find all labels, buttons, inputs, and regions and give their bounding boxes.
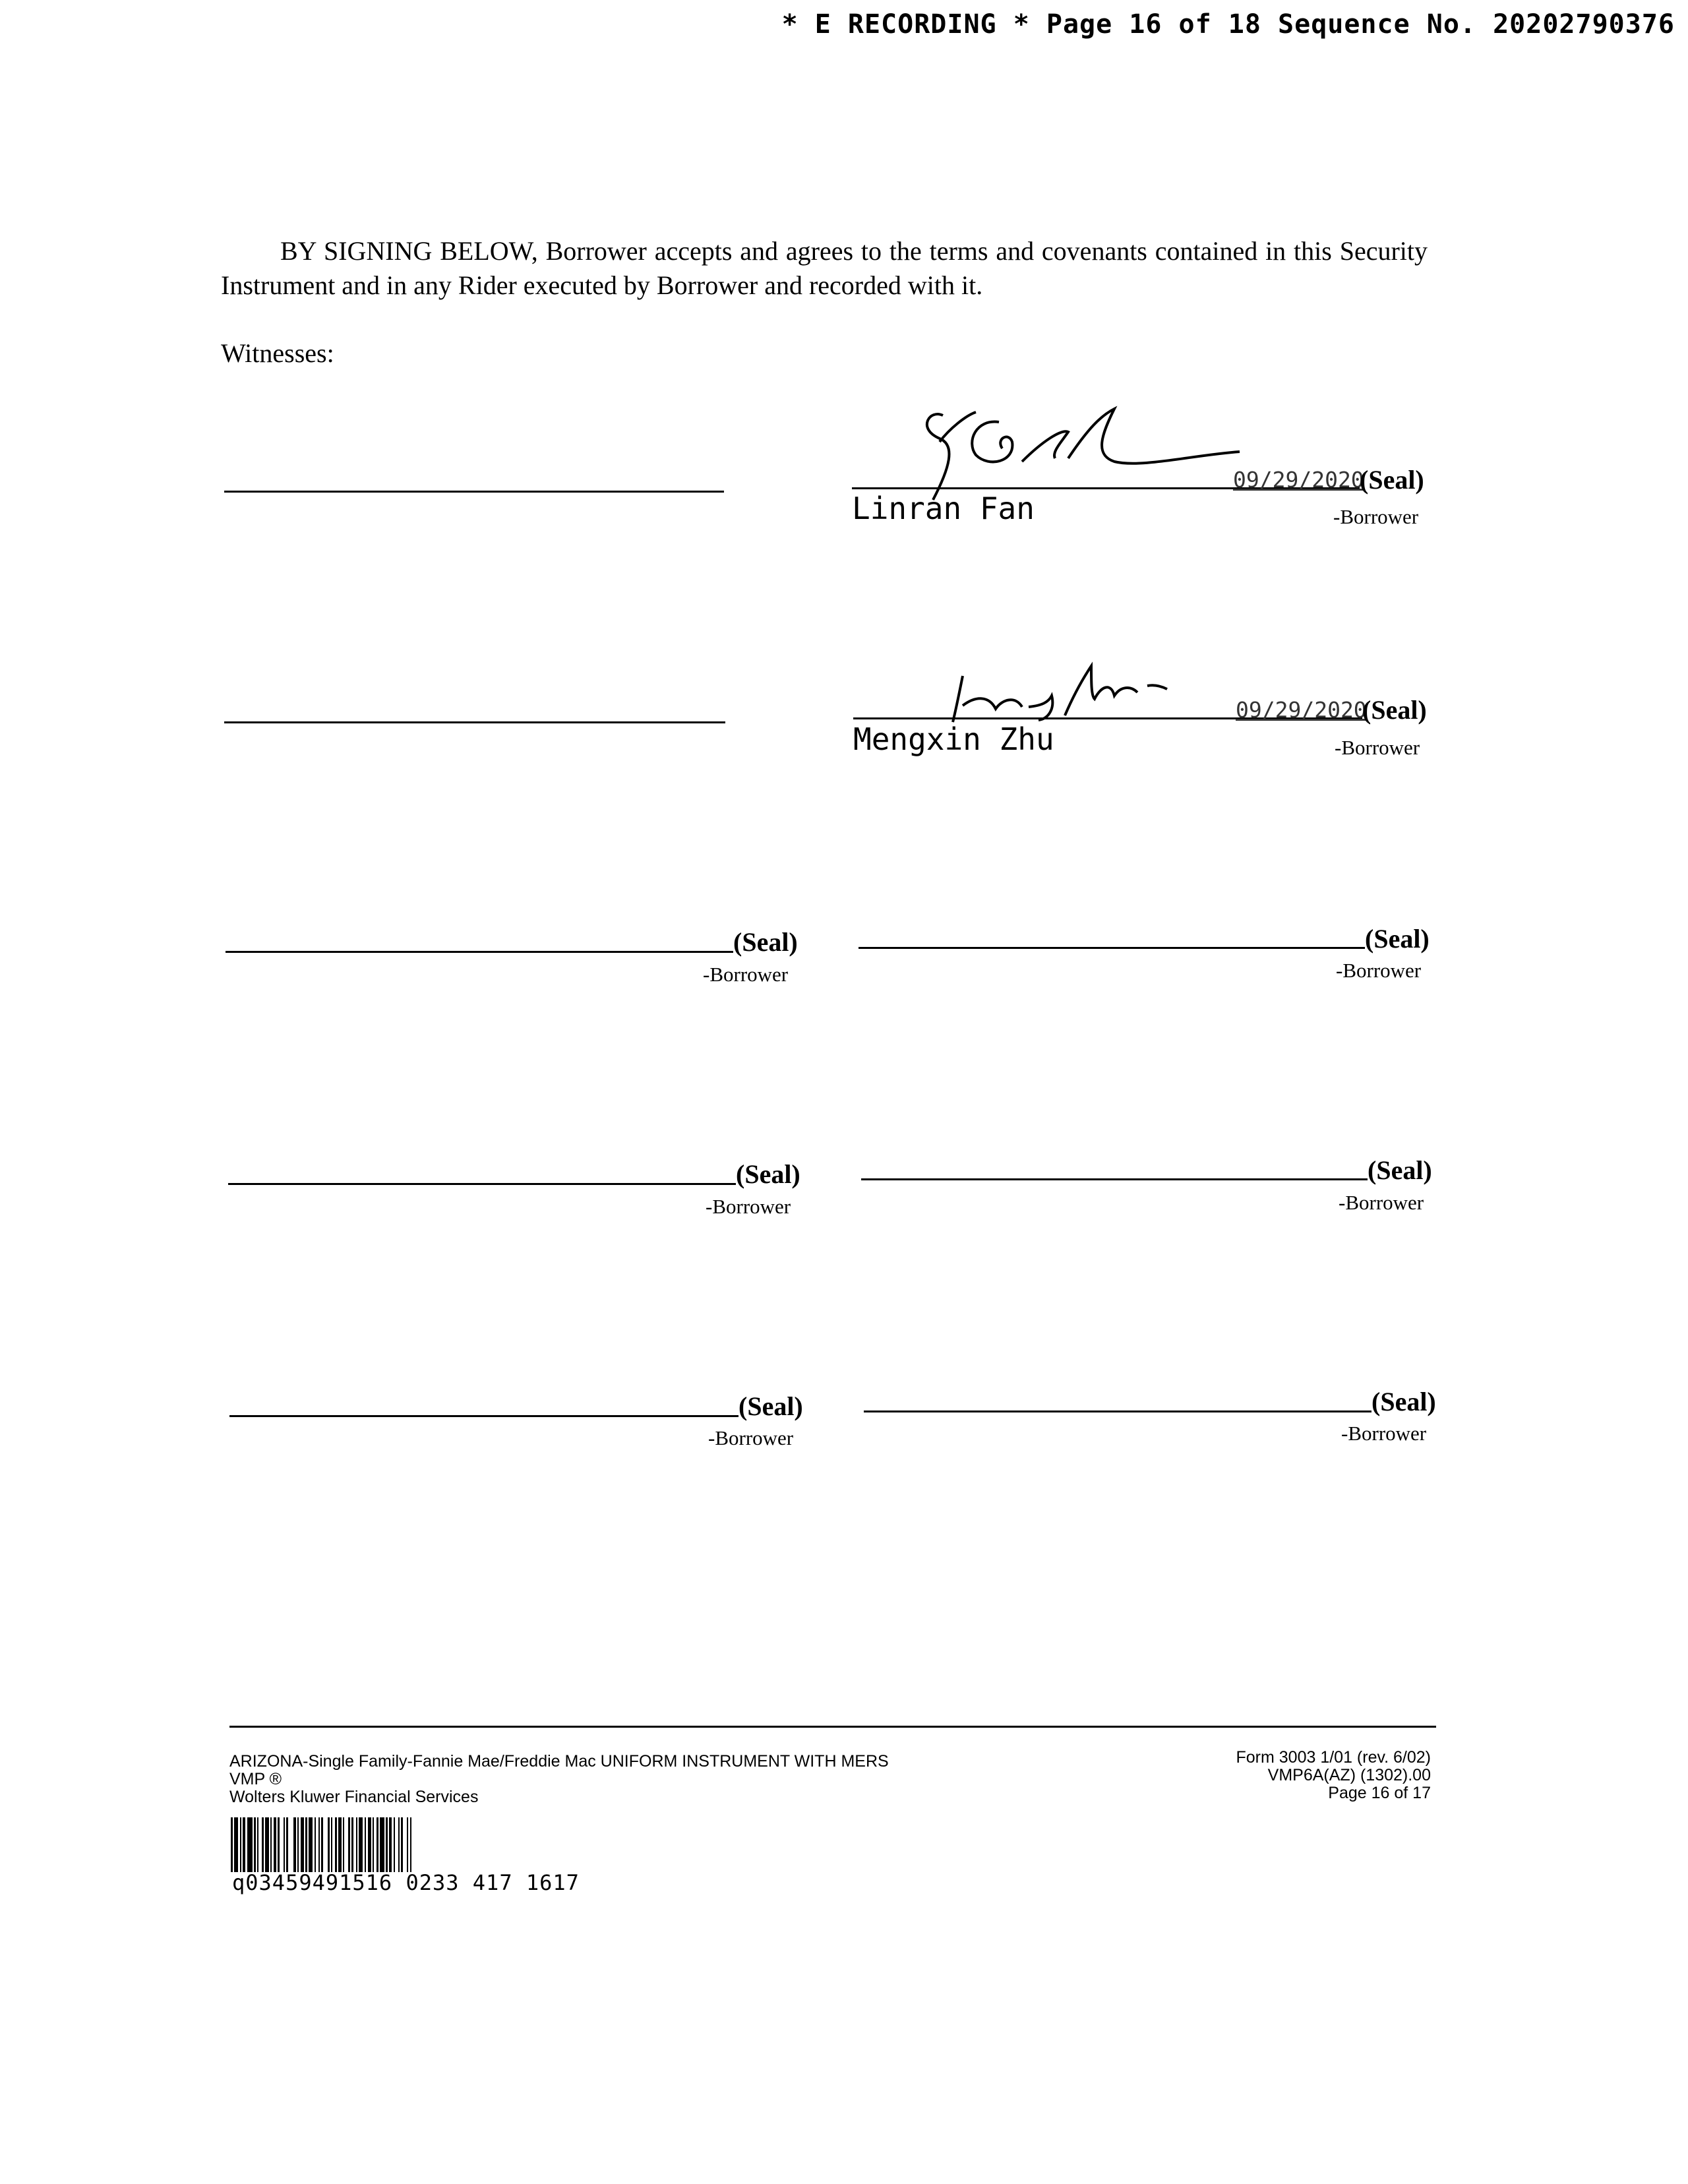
witness-line-1 (224, 491, 724, 493)
barcode-gap (323, 1817, 328, 1872)
blank-seal-right-2: (Seal) (1368, 1155, 1432, 1185)
blank-borrower-left-1: -Borrower (703, 963, 789, 986)
borrower-label-2: -Borrower (1335, 736, 1420, 759)
barcode-bar (380, 1817, 384, 1872)
blank-borrower-right-2: -Borrower (1339, 1191, 1424, 1214)
footer-rule (229, 1726, 1436, 1728)
blank-borrower-right-1: -Borrower (1336, 959, 1422, 982)
barcode-bar (247, 1817, 253, 1872)
form-identifier (1114, 1749, 1431, 1802)
blank-signature-line-right-2 (861, 1178, 1368, 1180)
form-number: Form 3003 1/01 (rev. 6/02) (1236, 1748, 1431, 1767)
form-code: VMP6A(AZ) (1302).00 (1267, 1766, 1431, 1784)
blank-signature-line-left-1 (226, 951, 733, 953)
blank-signature-line-right-1 (859, 947, 1365, 949)
seal-label-1: (Seal) (1360, 465, 1424, 495)
signer-name-1: Linran Fan (852, 491, 1035, 526)
seal-label-2: (Seal) (1362, 695, 1427, 725)
document-barcode (231, 1817, 706, 1872)
borrower-label-1: -Borrower (1333, 505, 1419, 528)
blank-seal-left-1: (Seal) (733, 927, 798, 957)
blank-seal-left-2: (Seal) (736, 1159, 800, 1189)
blank-signature-line-right-3 (864, 1410, 1372, 1412)
vmp-mark: VMP ® (229, 1770, 282, 1788)
publisher: Wolters Kluwer Financial Services (229, 1788, 479, 1806)
blank-seal-right-1: (Seal) (1365, 924, 1430, 954)
form-page-number: Page 16 of 17 (1328, 1784, 1431, 1802)
blank-signature-line-left-2 (228, 1183, 736, 1185)
blank-borrower-right-3: -Borrower (1341, 1422, 1427, 1445)
witness-line-2 (224, 721, 725, 723)
blank-borrower-left-3: -Borrower (708, 1426, 794, 1449)
signature-linran-fan (903, 402, 1246, 501)
blank-seal-right-3: (Seal) (1372, 1387, 1436, 1416)
witnesses-label: Witnesses: (221, 338, 334, 368)
barcode-gap (288, 1817, 293, 1872)
signer-name-2: Mengxin Zhu (853, 721, 1054, 757)
signing-statement: BY SIGNING BELOW, Borrower accepts and agrees to the terms and covenants contained in this Security Instrument and in any Rider executed by Borrower and recorded with it. (221, 236, 1428, 300)
signing-date-2: 09/29/2020 (1236, 697, 1367, 723)
blank-borrower-left-2: -Borrower (706, 1195, 791, 1218)
barcode-number: q03459491516 0233 417 1617 (232, 1870, 580, 1895)
recording-header: * E RECORDING * Page 16 of 18 Sequence No. 20202790376 (781, 9, 1675, 40)
form-title: ARIZONA-Single Family-Fannie Mae/Freddie Mac UNIFORM INSTRUMENT WITH MERS (229, 1752, 889, 1771)
signature-mengxin-zhu (950, 659, 1187, 725)
signing-date-1: 09/29/2020 (1233, 467, 1364, 493)
form-description (229, 1753, 889, 1806)
blank-signature-line-left-3 (229, 1415, 738, 1417)
blank-seal-left-3: (Seal) (738, 1391, 803, 1421)
barcode-gap (411, 1817, 414, 1872)
